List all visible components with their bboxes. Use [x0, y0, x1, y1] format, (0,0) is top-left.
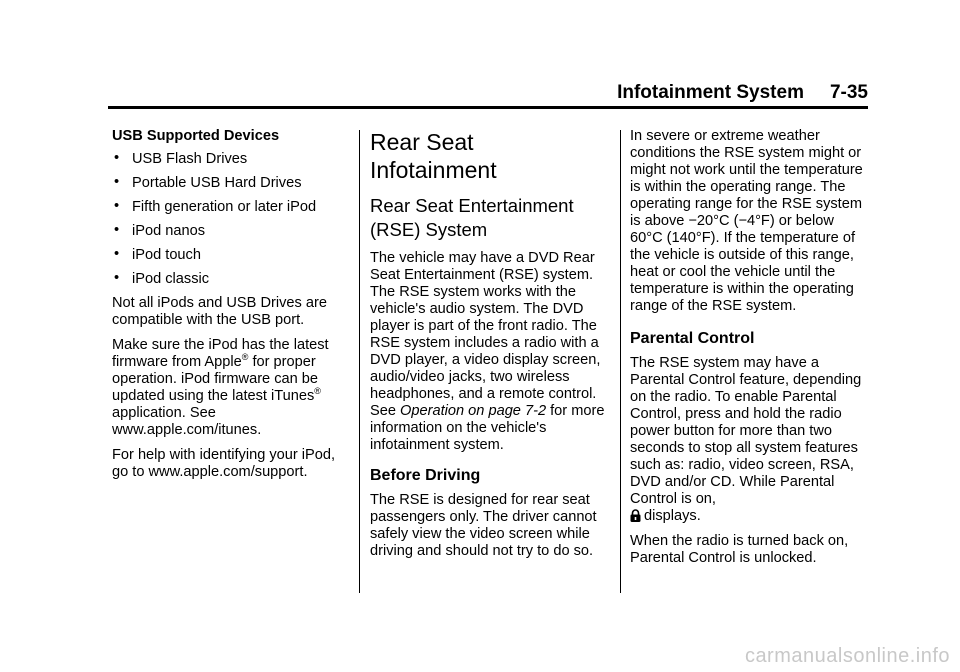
rse-paragraph: The vehicle may have a DVD Rear Seat Entertainment (RSE) system. The RSE system works with the vehicle's audio system. The DVD player is part of the front radio. The RSE system includes a radio with a DVD player, a video display screen, audio/video jacks, two wireless headphones, and a remote control. See Operation on page 7-2 for more information on the vehicle's infotainment system. — [370, 250, 605, 453]
column-left — [112, 128, 337, 489]
column-divider-2 — [620, 130, 621, 593]
parental-paragraph: The RSE system may have a Parental Control feature, depending on the radio. To enable Parental Control, press and hold the radio power button for more than two seconds to stop all system features such as: radio, video screen, RSA, DVD and/or CD. While Parental Control is on, displays. — [630, 355, 862, 524]
bullet-icon: • — [114, 270, 120, 286]
bullet-icon: • — [114, 246, 120, 262]
section-heading: Rear Seat Infotainment — [370, 129, 497, 183]
support-paragraph: For help with identifying your iPod, go to www.apple.com/support. — [112, 447, 336, 480]
registered-mark: ® — [241, 352, 249, 363]
registered-mark: ® — [314, 386, 321, 397]
bullet-icon: • — [114, 174, 120, 190]
usb-devices-heading: USB Supported Devices — [112, 128, 280, 144]
usb-device-item: • Fifth generation or later iPod — [114, 198, 317, 215]
before-driving-paragraph: The RSE is designed for rear seat passengers only. The driver cannot safely view the video screen while driving and should not try to do so. — [370, 492, 597, 559]
usb-device-item: • iPod touch — [114, 246, 201, 263]
usb-device-item: • Portable USB Hard Drives — [114, 174, 302, 191]
bullet-icon: • — [114, 198, 120, 214]
header-rule — [108, 106, 868, 109]
unlock-paragraph: When the radio is turned back on, Parental Control is unlocked. — [630, 533, 849, 566]
compatibility-paragraph: Not all iPods and USB Drives are compatible with the USB port. — [112, 295, 327, 328]
usb-device-item: • USB Flash Drives — [114, 150, 248, 167]
bullet-icon: • — [114, 222, 120, 238]
operation-reference: Operation on page 7-2 — [400, 403, 547, 419]
column-middle — [370, 128, 606, 568]
watermark-logo: carmanualsonline.info — [744, 645, 950, 667]
column-right — [630, 128, 870, 575]
column-divider-1 — [359, 130, 360, 593]
before-driving-heading: Before Driving — [370, 467, 481, 484]
usb-device-item: • iPod nanos — [114, 222, 206, 239]
section-title: Infotainment System — [617, 82, 804, 103]
bullet-icon: • — [114, 150, 120, 166]
parental-control-heading: Parental Control — [630, 330, 755, 347]
weather-paragraph: In severe or extreme weather conditions the RSE system might or might not work until the temperature is within the operating range. The operating range for the RSE system is above −20°C (−4°F) or below 60°C (140°F). If the temperature of the vehicle is outside of this range, heat or cool the vehicle until the temperature is within the operating range of the RSE system. — [630, 128, 863, 314]
lock-icon — [630, 509, 641, 522]
page-header — [108, 82, 868, 104]
rse-heading: Rear Seat Entertainment (RSE) System — [370, 195, 574, 240]
firmware-paragraph: Make sure the iPod has the latest firmware from Apple® for proper operation. iPod firmware can be updated using the latest iTunes® application. See www.apple.com/itunes. — [112, 337, 329, 438]
page-number: 7-35 — [829, 82, 868, 103]
usb-device-item: • iPod classic — [114, 270, 210, 287]
usb-device-list — [112, 151, 337, 288]
